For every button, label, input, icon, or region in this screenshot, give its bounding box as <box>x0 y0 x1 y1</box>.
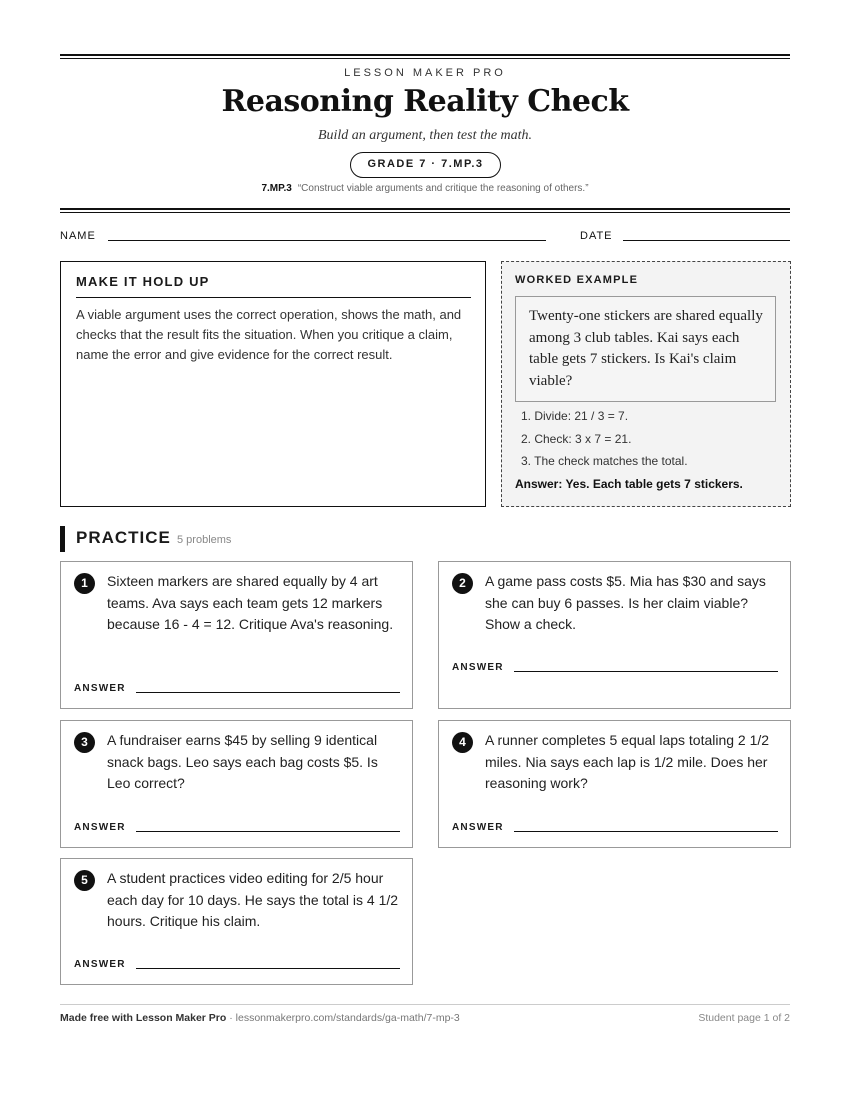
problem-number-badge: 5 <box>74 870 95 891</box>
page-title: Reasoning Reality Check <box>221 84 629 119</box>
footer-rule <box>60 1004 790 1005</box>
problem-number-badge: 1 <box>74 573 95 594</box>
footer-page-number: Student page 1 of 2 <box>698 1012 790 1024</box>
answer-line-3[interactable] <box>136 831 400 832</box>
answer-label: ANSWER <box>452 822 504 833</box>
date-label: DATE <box>580 230 613 242</box>
answer-label: ANSWER <box>74 683 126 694</box>
problem-text: A runner completes 5 equal laps totaling 2 1/2 miles. Nia says each lap is 1/2 mile. Does her reasoning work? <box>485 732 770 791</box>
footer-made-with: Made free with Lesson Maker Pro <box>60 1012 227 1024</box>
footer-url[interactable]: · lessonmakerpro.com/standards/ga-math/7-mp-3 <box>229 1012 460 1024</box>
problem-number-badge: 4 <box>452 732 473 753</box>
problem-number-badge: 2 <box>452 573 473 594</box>
problem-text: A student practices video editing for 2/5 hour each day for 10 days. He says the total is 4 1/2 hours. Critique his claim. <box>107 870 399 929</box>
intro-text: A viable argument uses the correct operation, shows the math, and checks that the result fits the situation. When you critique a claim, name the error and give evidence for the correct result. <box>76 307 462 362</box>
name-field[interactable] <box>108 240 546 241</box>
worked-example-steps <box>521 405 781 473</box>
worked-example-title: WORKED EXAMPLE <box>515 274 639 286</box>
answer-line-2[interactable] <box>514 671 778 672</box>
standard-line <box>60 183 790 194</box>
worked-example-problem: Twenty-one stickers are shared equally among 3 club tables. Kai says each table gets 7 stickers. Is Kai's claim viable? <box>529 308 763 389</box>
name-label: NAME <box>60 230 96 242</box>
page-subtitle: Build an argument, then test the math. <box>317 128 533 143</box>
answer-line-1[interactable] <box>136 692 400 693</box>
date-field[interactable] <box>623 240 790 241</box>
worked-example-step: 1. Divide: 21 / 3 = 7. <box>521 409 629 423</box>
worked-example-step: 2. Check: 3 x 7 = 21. <box>521 431 632 446</box>
top-double-rule <box>60 54 790 59</box>
problem-number-badge: 3 <box>74 732 95 753</box>
intro-title: MAKE IT HOLD UP <box>76 274 210 289</box>
problem-text: A fundraiser earns $45 by selling 9 identical snack bags. Leo says each bag costs $5. Is Leo correct? <box>107 732 378 791</box>
answer-label: ANSWER <box>452 662 504 673</box>
practice-count: 5 problems <box>177 534 232 546</box>
brand-label: LESSON MAKER PRO <box>344 67 506 79</box>
answer-line-5[interactable] <box>136 968 400 969</box>
practice-accent-bar <box>60 526 65 552</box>
grade-badge: GRADE 7 · 7.MP.3 <box>350 152 501 178</box>
answer-label: ANSWER <box>74 959 126 970</box>
practice-title: PRACTICE <box>76 528 171 547</box>
problem-text: Sixteen markers are shared equally by 4 art teams. Ava says each team gets 12 markers because 16 - 4 = 12. Critique Ava's reasoning. <box>107 573 394 632</box>
footer-credit <box>60 1012 460 1024</box>
worked-example-answer: Answer: Yes. Each table gets 7 stickers. <box>515 477 743 491</box>
standard-text: “Construct viable arguments and critique the reasoning of others.” <box>297 183 589 194</box>
answer-line-4[interactable] <box>514 831 778 832</box>
answer-label: ANSWER <box>74 822 126 833</box>
intro-title-rule <box>76 297 471 298</box>
standard-code: 7.MP.3 <box>261 183 292 194</box>
problem-text: A game pass costs $5. Mia has $30 and says she can buy 6 passes. Is her claim viable? Show a check. <box>485 573 766 632</box>
worked-example-step: 3. The check matches the total. <box>521 454 688 468</box>
header-bottom-rule <box>60 208 790 213</box>
